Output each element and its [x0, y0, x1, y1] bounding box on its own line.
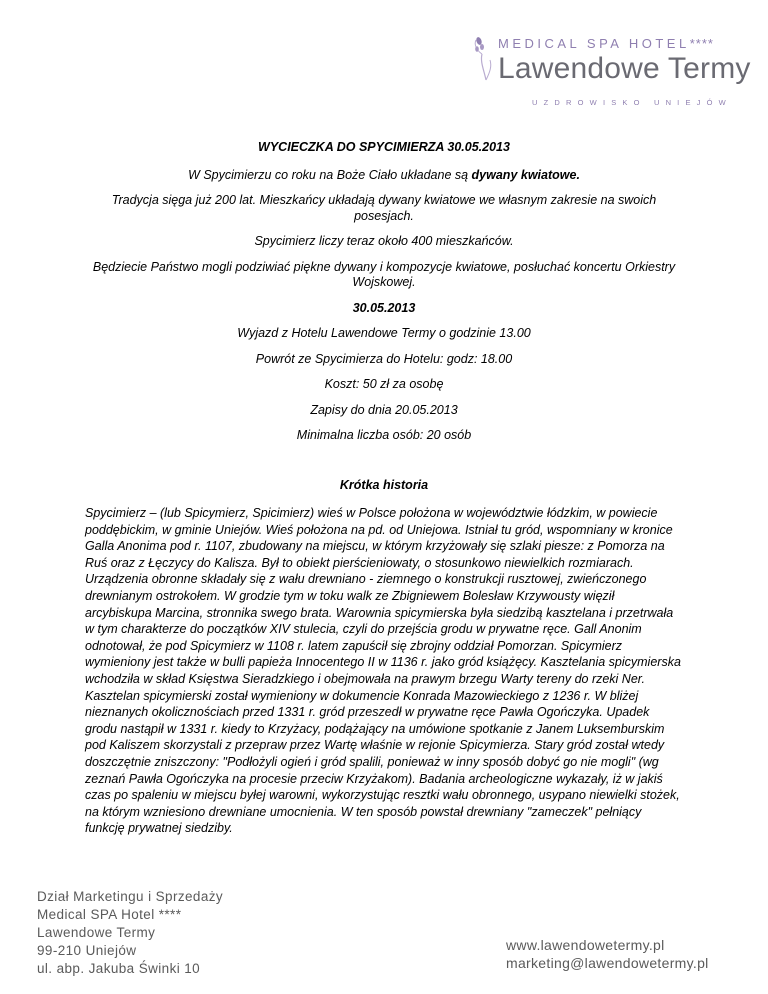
paragraph-intro [85, 168, 683, 184]
footer-contact [506, 936, 709, 972]
footer-street: ul. abp. Jakuba Świnki 10 [37, 961, 201, 976]
footer-department: Dział Marketingu i Sprzedaży [37, 889, 224, 904]
footer-email-link[interactable]: marketing@lawendowetermy.pl [506, 955, 709, 971]
brand-tagline: MEDICAL SPA HOTEL**** [498, 36, 714, 51]
intro-text: W Spycimierzu co roku na Boże Ciało układane są [188, 167, 472, 182]
hotel-logo-header [470, 28, 751, 108]
paragraph-population: Spycimierz liczy teraz około 400 mieszkańców. [254, 234, 514, 248]
signup-deadline: Zapisy do dnia 20.05.2013 [310, 402, 458, 417]
brand-stars: **** [689, 36, 714, 51]
paragraph-tradition: Tradycja sięga już 200 lat. Mieszkańcy układają dywany kwiatowe we własnym zakresie na swoich posesjach. [111, 193, 657, 223]
footer-hotel: Medical SPA Hotel **** [37, 907, 182, 922]
history-text: Spycimierz – (lub Spicymierz, Spicimierz) wieś w Polsce położona w województwie łódzkim, w powiecie poddębickim, w gminie Uniejów. Wieś położona na pd. od Uniejowa. Istniał tu gród, wspomniany w kronice Galla Anonima pod r. 1107, zbudowany na miejscu, w którym krzyżowały się szlaki piesze: z Pomorza na Ruś oraz z Łęczycy do Kalisza. Był to obiekt pierścieniowaty, o stosunkowo niewielkich rozmiarach. Urządzenia obronne składały się z wału drewniano - ziemnego o konstrukcji rusztowej, zwieńczonego drewnianym ostrokołem. W grodzie tym w toku walk ze Zbigniewem Bolesław Krzywousty więził arcybiskupa Marcina, stronnika swego brata. Warownia spicymierska była siedzibą kasztelana i przetrwała w tym charakterze do początków XIV stulecia, czyli do przejścia grodu w prywatne ręce. Gall Anonim odnotował, że pod Spicymierz w 1108 r. latem zapuścił się zbrojny oddział Pomorzan. Spicymierz wymieniony jest także w bulli papieża Innocentego II w 1136 r. jako gród książęcy. Kasztelania spicymierska wchodziła w skład Księstwa Sieradzkiego i obejmowała na prawym brzegu Warty tereny do rzeki Ner. Kasztelan spicymierski został wymieniony w dokumencie Konrada Mazowieckiego z 1236 r. W bliżej nieznanych okolicznościach przed 1331 r. gród przeszedł w prywatne ręce Pawła Ogończyka. Upadek grodu nastąpił w 1331 r. kiedy to Krzyżacy, podążający na umówione spotkanie z Janem Luksemburskim pod Kaliszem skorzystali z przepraw przez Wartę właśnie w rejonie Spicymierza. Stary gród został wtedy doszczętnie zniszczony: "Podłożyli ogień i gród spalili, ponieważ w inny sposób dobyć go nie mogli" (wg zeznań Pawła Ogończyka na procesie przeciw Krzyżakom). Badania archeologiczne wykazały, iż w jakiś czas po spaleniu w miejscu byłej warowni, wykorzystując resztki wału obronnego, usypano niewielki stożek, na którym wzniesiono drewniane umocnienia. W ten sposób powstał drewniany "zameczek" pełniący funkcję prywatnej siedziby. [85, 506, 681, 836]
brand-name: Lawendowe Termy [498, 52, 751, 85]
history-heading: Krótka historia [339, 477, 429, 492]
intro-bold-text: dywany kwiatowe. [471, 167, 580, 182]
footer-hotel-name: Lawendowe Termy [37, 925, 156, 940]
footer-website-link[interactable]: www.lawendowetermy.pl [506, 937, 665, 953]
document-title: WYCIECZKA DO SPYCIMIERZA 30.05.2013 [258, 140, 510, 154]
cost-info: Koszt: 50 zł za osobę [324, 377, 444, 391]
paragraph-attractions: Będziecie Państwo mogli podziwiać piękne dywany i kompozycje kwiatowe, posłuchać koncertu Orkiestry Wojskowej. [92, 259, 676, 289]
minimum-participants: Minimalna liczba osób: 20 osób [296, 428, 472, 442]
lavender-flower-icon [470, 32, 500, 82]
return-info: Powrót ze Spycimierza do Hotelu: godz: 18.00 [255, 351, 513, 366]
brand-subtitle: UZDROWISKO UNIEJÓW [532, 98, 732, 107]
departure-info: Wyjazd z Hotelu Lawendowe Termy o godzinie 13.00 [237, 326, 531, 340]
trip-date: 30.05.2013 [352, 300, 416, 315]
footer-postal-city: 99-210 Uniejów [37, 943, 137, 958]
document-body [85, 140, 683, 837]
footer-address [37, 888, 223, 978]
